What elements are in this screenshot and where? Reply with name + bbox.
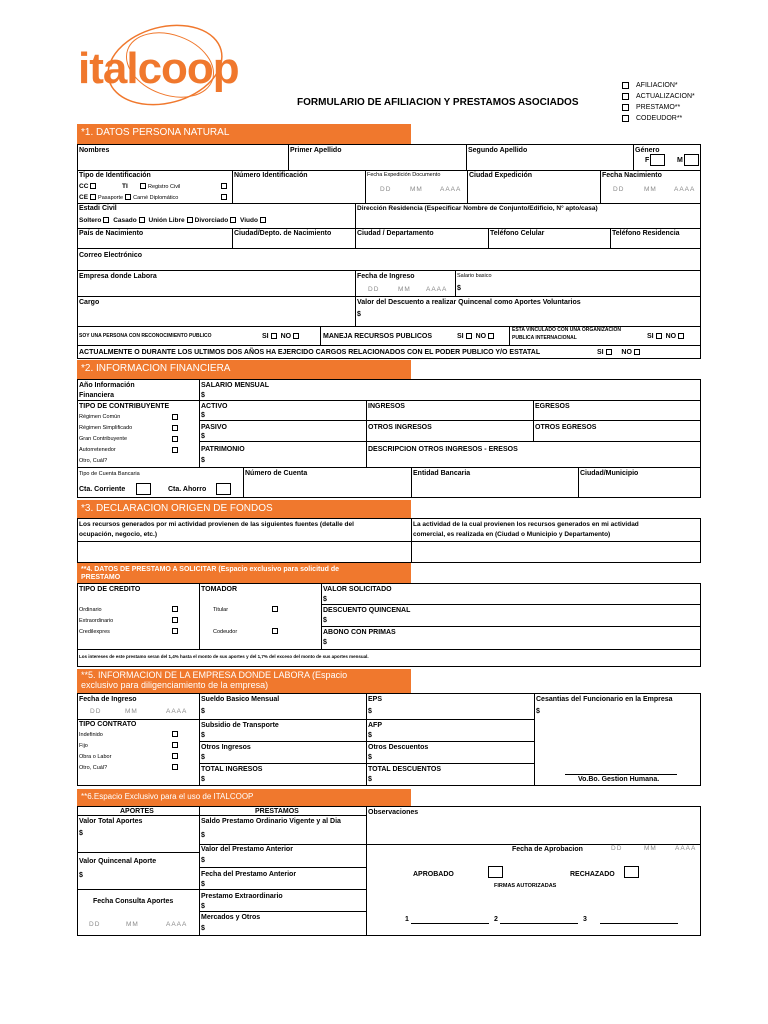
- section-4-header: [77, 563, 411, 583]
- tipo-id-label: Tipo de Identificación: [79, 172, 151, 179]
- cesantias-label: Cesantias del Funcionario en la Empresa: [536, 696, 673, 703]
- otros-egresos-label: OTROS EGRESOS: [535, 424, 597, 431]
- extraordinario-dollar: $: [201, 903, 205, 910]
- salario-mensual-dollar: $: [201, 392, 205, 399]
- tipo-cuenta-label: Tipo de Cuenta Bancaria: [79, 471, 140, 477]
- fecha-ingreso-mm[interactable]: MM: [398, 286, 411, 293]
- prestamo-label: PRESTAMO**: [636, 104, 681, 111]
- firma-1-number: 1: [405, 916, 409, 923]
- tel-cel-label: Teléfono Celular: [490, 230, 545, 237]
- genero-label: Género: [635, 147, 660, 154]
- salario-basico-dollar: $: [457, 285, 461, 292]
- ti-label: TI: [122, 183, 128, 190]
- valor-descuento-dollar: $: [357, 311, 361, 318]
- valor-anterior-dollar: $: [201, 857, 205, 864]
- genero-m-label: M: [677, 157, 683, 164]
- genero-f-box[interactable]: [650, 154, 665, 166]
- indefinido-label: Indefinido: [79, 732, 103, 738]
- casado-checkbox[interactable]: [139, 217, 145, 223]
- ciudad-exp-label: Ciudad Expedición: [469, 172, 533, 179]
- ingresos-label: INGRESOS: [368, 403, 405, 410]
- union-libre-checkbox[interactable]: [187, 217, 193, 223]
- regimen-simplificado-label: Régimen Simplificado: [79, 425, 133, 431]
- valor-quincenal-dollar: $: [79, 872, 83, 879]
- autorretenedor-label: Autorretenedor: [79, 447, 116, 453]
- pasaporte-checkbox[interactable]: [125, 194, 131, 200]
- rechazado-box[interactable]: [624, 866, 639, 878]
- egresos-label: EGRESOS: [535, 403, 570, 410]
- codeudor-checkbox[interactable]: [622, 115, 629, 122]
- credilexpres-checkbox[interactable]: [172, 628, 178, 634]
- num-id-label: Número Identificación: [234, 172, 308, 179]
- tipo-contribuyente-label: TIPO DE CONTRIBUYENTE: [79, 403, 170, 410]
- salario-mensual-label: SALARIO MENSUAL: [201, 382, 270, 389]
- fecha-ingreso-dd[interactable]: DD: [368, 286, 380, 293]
- tomador-label: TOMADOR: [201, 586, 238, 593]
- section-2-box: [77, 379, 701, 498]
- genero-m-box[interactable]: [684, 154, 699, 166]
- entidad-label: Entidad Bancaria: [413, 470, 471, 477]
- otro-contrato-checkbox[interactable]: [172, 764, 178, 770]
- descuento-quincenal-dollar: $: [323, 617, 327, 624]
- aprob-mm[interactable]: MM: [644, 845, 657, 852]
- aprob-dd[interactable]: DD: [611, 845, 623, 852]
- fecha-exp-dd[interactable]: DD: [380, 186, 392, 193]
- pep4-no-checkbox[interactable]: [634, 349, 640, 355]
- abono-primas-dollar: $: [323, 639, 327, 646]
- desc-otros-label: DESCRIPCION OTROS INGRESOS - ERESOS: [368, 446, 518, 453]
- consulta-aaaa[interactable]: AAAA: [166, 921, 188, 928]
- pasivo-dollar: $: [201, 433, 205, 440]
- pep4-si-checkbox[interactable]: [606, 349, 612, 355]
- pep1-no-checkbox[interactable]: [293, 333, 299, 339]
- tel-res-label: Teléfono Residencia: [612, 230, 680, 237]
- section-1-header: *1. DATOS PERSONA NATURAL: [77, 124, 411, 144]
- s5-fecha-mm[interactable]: MM: [125, 708, 138, 715]
- consulta-mm[interactable]: MM: [126, 921, 139, 928]
- fecha-exp-label: Fecha Expedición Documento: [367, 172, 441, 178]
- gran-contribuyente-label: Gran Contribuyente: [79, 436, 127, 442]
- num-cuenta-label: Número de Cuenta: [245, 470, 308, 477]
- total-descuentos-label: TOTAL DESCUENTOS: [368, 766, 441, 773]
- pep3-label-b: PUBLICA INTERNACIONAL: [512, 335, 577, 341]
- pep3-label-a: ESTA VINCULADO CON UNA ORGANIZACIÓN: [512, 327, 621, 333]
- valor-solicitado-label: VALOR SOLICITADO: [323, 586, 392, 593]
- subsidio-dollar: $: [201, 732, 205, 739]
- valor-descuento-label: Valor del Descuento a realizar Quincenal como Aportes Voluntarios: [357, 299, 581, 306]
- otros-ingresos-label: OTROS INGRESOS: [368, 424, 432, 431]
- viudo-checkbox[interactable]: [260, 217, 266, 223]
- intereses-nota: Los intereses de este prestamo seran del 1,4% hasta el monto de sus aportes y del 1,7% del exceso del monto de sus aportes mensual.: [79, 654, 369, 659]
- cta-corriente-label: Cta. Corriente: [79, 486, 126, 493]
- valor-anterior-label: Valor del Prestamo Anterior: [201, 846, 293, 853]
- section-5-header: [77, 669, 411, 693]
- pep4-label: ACTUALMENTE O DURANTE LOS ULTIMOS DOS AÑOS HA EJERCIDO CARGOS RELACIONADOS CON EL PODER PUBLICO Y/O ESTATAL: [79, 349, 541, 356]
- actualizacion-checkbox[interactable]: [622, 93, 629, 100]
- section-5-title-a: **5. INFORMACION DE LA EMPRESA DONDE LABORA (Espacio: [81, 670, 348, 680]
- credilexpres-label: Credilexpres: [79, 629, 110, 635]
- pep3-no-checkbox[interactable]: [678, 333, 684, 339]
- section-6-header: **6.Espacio Exclusivo para el uso de ITALCOOP: [77, 789, 411, 806]
- soltero-checkbox[interactable]: [103, 217, 109, 223]
- valor-total-aportes-label: Valor Total Aportes: [79, 818, 143, 825]
- empresa-label: Empresa donde Labora: [79, 273, 157, 280]
- indefinido-checkbox[interactable]: [172, 731, 178, 737]
- sueldo-basico-label: Sueldo Basico Mensual: [201, 696, 280, 703]
- otro-cual-label: Otro, Cuál?: [79, 458, 108, 464]
- cc-checkbox[interactable]: [90, 183, 96, 189]
- section-4-title-b: PRESTAMO: [81, 574, 121, 582]
- fijo-checkbox[interactable]: [172, 742, 178, 748]
- mercados-dollar: $: [201, 925, 205, 932]
- obra-labor-checkbox[interactable]: [172, 753, 178, 759]
- logo-text: italcoop: [78, 44, 239, 93]
- regimen-comun-label: Régimen Común: [79, 414, 121, 420]
- obra-labor-label: Obra o Labor: [79, 754, 112, 760]
- correo-label: Correo Electrónico: [79, 252, 143, 259]
- fecha-nac-aaaa[interactable]: AAAA: [674, 186, 696, 193]
- carne-checkbox[interactable]: [221, 194, 227, 200]
- s5-fecha-ingreso-label: Fecha de Ingreso: [79, 696, 137, 703]
- sueldo-basico-dollar: $: [201, 708, 205, 715]
- saldo-dollar: $: [201, 832, 205, 839]
- valor-total-dollar: $: [79, 830, 83, 837]
- fecha-aprobacion-label: Fecha de Aprobacion: [512, 846, 583, 853]
- ciudad-municipio-label: Ciudad/Municipio: [580, 470, 639, 477]
- afiliacion-checkbox[interactable]: [622, 82, 629, 89]
- s5-otros-ingresos-dollar: $: [201, 754, 205, 761]
- pep1-si-checkbox[interactable]: [271, 333, 277, 339]
- fecha-consulta-label: Fecha Consulta Aportes: [93, 898, 174, 905]
- firma-3-line[interactable]: [600, 923, 678, 924]
- fecha-ingreso-label: Fecha de Ingreso: [357, 273, 415, 280]
- patrimonio-label: PATRIMONIO: [201, 446, 245, 453]
- otros-descuentos-dollar: $: [368, 754, 372, 761]
- codeudor-label: CODEUDOR**: [636, 115, 683, 122]
- otro-contrato-label: Otro, Cuál?: [79, 765, 108, 771]
- gran-contribuyente-checkbox[interactable]: [172, 436, 178, 442]
- aportes-header: APORTES: [120, 808, 154, 815]
- cta-ahorro-label: Cta. Ahorro: [168, 486, 207, 493]
- regimen-simplificado-checkbox[interactable]: [172, 425, 178, 431]
- ciudad-nac-label: Ciudad/Depto. de Nacimiento: [234, 230, 332, 237]
- total-descuentos-dollar: $: [368, 776, 372, 783]
- fecha-nac-label: Fecha Nacimiento: [602, 172, 662, 179]
- ordinario-checkbox[interactable]: [172, 606, 178, 612]
- titular-label: Titular: [213, 607, 229, 613]
- extraordinario-label: Extraordinario: [79, 618, 114, 624]
- registro-civil-checkbox[interactable]: [221, 183, 227, 189]
- actualizacion-label: ACTUALIZACION*: [636, 93, 695, 100]
- cta-corriente-box[interactable]: [136, 483, 151, 495]
- cc-label: CC: [79, 183, 89, 190]
- cta-ahorro-box[interactable]: [216, 483, 231, 495]
- divorciado-checkbox[interactable]: [230, 217, 236, 223]
- afiliacion-label: AFILIACION*: [636, 82, 678, 89]
- carne-label: Carné Diplomático: [133, 195, 179, 201]
- segundo-apellido-label: Segundo Apellido: [468, 147, 528, 154]
- fecha-anterior-label: Fecha del Prestamo Anterior: [201, 871, 297, 878]
- regimen-comun-checkbox[interactable]: [172, 414, 178, 420]
- total-ingresos-label: TOTAL INGRESOS: [201, 766, 263, 773]
- saldo-prestamo-label: Saldo Prestamo Ordinario Vigente y al Dia: [201, 818, 341, 825]
- pais-nac-label: País de Nacimiento: [79, 230, 144, 237]
- fecha-nac-mm[interactable]: MM: [644, 186, 657, 193]
- valor-solicitado-dollar: $: [323, 596, 327, 603]
- aprob-aaaa[interactable]: AAAA: [675, 845, 697, 852]
- valor-quincenal-label: Valor Quincenal Aporte: [79, 858, 157, 865]
- ti-checkbox[interactable]: [140, 183, 146, 189]
- subsidio-label: Subsidio de Transporte: [201, 722, 279, 729]
- rechazado-label: RECHAZADO: [570, 871, 615, 878]
- origen-fondos-right-a: La actividad de la cual provienen los recursos generados en mi actividad: [413, 521, 639, 528]
- aprobado-label: APROBADO: [413, 871, 454, 878]
- estado-civil-options: Soltero Casado Unión Libre Divorciado Viudo: [79, 217, 268, 224]
- extraordinario-checkbox[interactable]: [172, 617, 178, 623]
- aprobado-box[interactable]: [488, 866, 503, 878]
- fijo-label: Fijo: [79, 743, 88, 749]
- pasivo-label: PASIVO: [201, 424, 227, 431]
- pep2-label: MANEJA RECURSOS PUBLICOS: [323, 333, 433, 340]
- origen-fondos-left-b: ocupación, negocio, etc.): [79, 531, 158, 538]
- extraordinario-label: Prestamo Extraordinario: [201, 893, 283, 900]
- mercados-label: Mercados y Otros: [201, 914, 261, 921]
- afp-label: AFP: [368, 722, 382, 729]
- descuento-quincenal-label: DESCUENTO QUINCENAL: [323, 607, 411, 614]
- consulta-dd[interactable]: DD: [89, 921, 101, 928]
- anio-info-label-2: Financiera: [79, 392, 115, 399]
- ce-label: CE: [79, 194, 89, 201]
- eps-label: EPS: [368, 696, 383, 703]
- cesantias-dollar: $: [536, 708, 540, 715]
- codeudor-label: Codeudor: [213, 629, 238, 635]
- firma-1-line[interactable]: [411, 923, 489, 924]
- section-3-header: *3. DECLARACION ORIGEN DE FONDOS: [77, 500, 411, 518]
- fecha-exp-aaaa[interactable]: AAAA: [440, 186, 462, 193]
- prestamos-header: PRESTAMOS: [255, 808, 299, 815]
- afp-dollar: $: [368, 732, 372, 739]
- section-4-title-a: **4. DATOS DE PRESTAMO A SOLICITAR (Espacio exclusivo para solicitud de: [81, 566, 340, 573]
- fecha-ingreso-aaaa[interactable]: AAAA: [426, 286, 448, 293]
- pep3-si-checkbox[interactable]: [656, 333, 662, 339]
- anio-info-label: Año Información: [79, 382, 135, 389]
- salario-basico-label: Salario basico: [457, 273, 492, 279]
- patrimonio-dollar: $: [201, 457, 205, 464]
- origen-fondos-left-a: Los recursos generados por mi actividad provienen de las siguientes fuentes (detalle del: [79, 521, 354, 528]
- fecha-nac-dd[interactable]: DD: [613, 186, 625, 193]
- abono-primas-label: ABONO CON PRIMAS: [323, 629, 396, 636]
- cargo-label: Cargo: [79, 299, 100, 306]
- nombres-label: Nombres: [79, 147, 110, 154]
- pep1-label: SOY UNA PERSONA CON RECONOCIMIENTO PUBLICO: [79, 333, 212, 339]
- ordinario-label: Ordinario: [79, 607, 102, 613]
- s5-otros-ingresos-label: Otros Ingresos: [201, 744, 251, 751]
- ciudad-depto-label: Ciudad / Departamento: [357, 230, 434, 237]
- s5-fecha-aaaa[interactable]: AAAA: [166, 708, 188, 715]
- pep2-si-checkbox[interactable]: [466, 333, 472, 339]
- autorretenedor-checkbox[interactable]: [172, 447, 178, 453]
- firmas-label: FIRMAS AUTORIZADAS: [494, 883, 557, 889]
- estado-civil-label: Estadi Civil: [79, 205, 117, 212]
- direccion-label: Dirección Residencia (Especificar Nombre de Conjunto/Edificio, N° apto/casa): [357, 205, 598, 212]
- firma-2-number: 2: [494, 916, 498, 923]
- eps-dollar: $: [368, 708, 372, 715]
- fecha-anterior-dollar: $: [201, 881, 205, 888]
- total-ingresos-dollar: $: [201, 776, 205, 783]
- activo-label: ACTIVO: [201, 403, 228, 410]
- primer-apellido-label: Primer Apellido: [290, 147, 342, 154]
- tipo-contrato-label: TIPO CONTRATO: [79, 721, 137, 728]
- pep2-no-checkbox[interactable]: [488, 333, 494, 339]
- vobo-label: Vo.Bo. Gestion Humana.: [578, 776, 660, 783]
- registro-civil-label: Registro Civil: [148, 184, 181, 190]
- tipo-credito-label: TIPO DE CREDITO: [79, 586, 141, 593]
- fecha-exp-mm[interactable]: MM: [410, 186, 423, 193]
- prestamo-checkbox[interactable]: [622, 104, 629, 111]
- firma-2-line[interactable]: [500, 923, 578, 924]
- pasaporte-label: Pasaporte: [98, 195, 124, 201]
- ce-checkbox[interactable]: [90, 194, 96, 200]
- activo-dollar: $: [201, 412, 205, 419]
- firma-3-number: 3: [583, 916, 587, 923]
- observaciones-label: Observaciones: [368, 809, 419, 816]
- otros-descuentos-label: Otros Descuentos: [368, 744, 429, 751]
- section-2-header: *2. INFORMACION FINANCIERA: [77, 360, 411, 379]
- titular-checkbox[interactable]: [272, 606, 278, 612]
- s5-fecha-dd[interactable]: DD: [90, 708, 102, 715]
- document-title: FORMULARIO DE AFILIACION Y PRESTAMOS ASOCIADOS: [297, 97, 579, 108]
- origen-fondos-right-b: comercial, es realizada en (Ciudad o Municipio y Departamento): [413, 531, 611, 538]
- genero-f-label: F: [645, 157, 650, 164]
- section-5-title-b: exclusivo para diligenciamiento de la empresa): [81, 680, 269, 691]
- codeudor-tomador-checkbox[interactable]: [272, 628, 278, 634]
